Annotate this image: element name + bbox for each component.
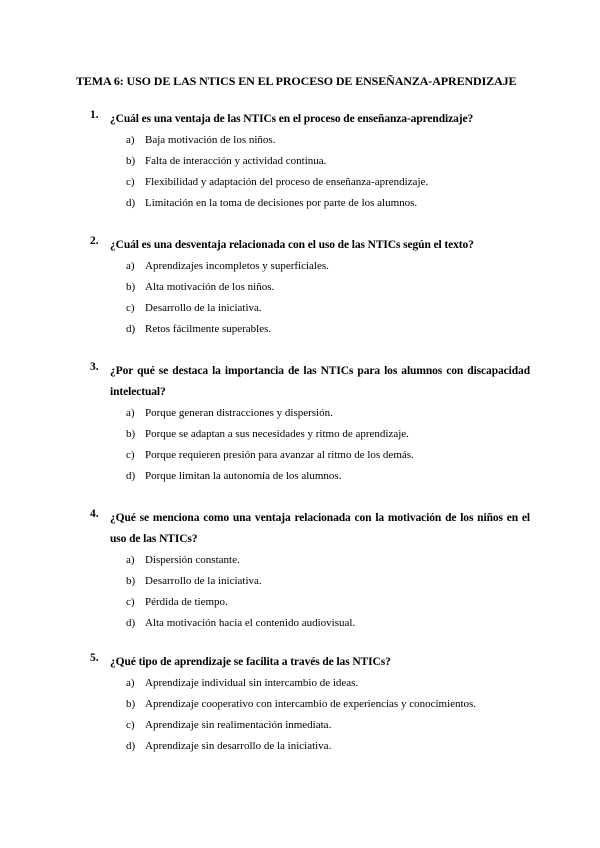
option-item (126, 424, 530, 445)
option-text: Limitación en la toma de decisiones por parte de los alumnos. (145, 197, 418, 209)
option-text: Porque generan distracciones y dispersión. (145, 407, 333, 419)
options-list (126, 130, 530, 214)
option-item (126, 445, 530, 466)
option-letter: c) (126, 449, 135, 461)
option-letter: d) (126, 617, 136, 629)
question-text: ¿Qué se menciona como una ventaja relacionada con la motivación de los niños en el uso de las NTICs? (110, 512, 530, 545)
option-letter: b) (126, 281, 136, 293)
option-text: Falta de interacción y actividad continua. (145, 155, 327, 167)
option-item (126, 613, 530, 634)
option-letter: a) (126, 554, 135, 566)
options-list (126, 673, 530, 757)
option-letter: c) (126, 176, 135, 188)
option-letter: b) (126, 698, 136, 710)
question-1 (90, 109, 530, 214)
option-letter: a) (126, 407, 135, 419)
option-letter: a) (126, 134, 135, 146)
question-3 (90, 361, 530, 487)
option-item (126, 256, 530, 277)
option-text: Porque se adaptan a sus necesidades y ritmo de aprendizaje. (145, 428, 409, 440)
option-text: Desarrollo de la iniciativa. (145, 575, 262, 587)
question-number: 5. (90, 652, 99, 664)
options-list (126, 550, 530, 634)
option-text: Porque limitan la autonomía de los alumnos. (145, 470, 342, 482)
option-letter: d) (126, 740, 136, 752)
option-item (126, 715, 530, 736)
option-text: Dispersión constante. (145, 554, 240, 566)
option-text: Baja motivación de los niños. (145, 134, 276, 146)
option-item (126, 571, 530, 592)
page-title: TEMA 6: USO DE LAS NTICS EN EL PROCESO DE ENSEÑANZA-APRENDIZAJE (76, 74, 517, 88)
question-text: ¿Por qué se destaca la importancia de las NTICs para los alumnos con discapacidad intelectual? (110, 365, 530, 398)
option-text: Aprendizaje sin realimentación inmediata. (145, 719, 332, 731)
option-text: Alta motivación de los niños. (145, 281, 275, 293)
option-item (126, 193, 530, 214)
question-text: ¿Qué tipo de aprendizaje se facilita a través de las NTICs? (110, 656, 391, 668)
option-item (126, 277, 530, 298)
option-item (126, 151, 530, 172)
option-text: Pérdida de tiempo. (145, 596, 228, 608)
option-item (126, 403, 530, 424)
option-item (126, 550, 530, 571)
options-list (126, 256, 530, 340)
question-number: 2. (90, 235, 99, 247)
options-list (126, 403, 530, 487)
option-text: Retos fácilmente superables. (145, 323, 272, 335)
option-letter: d) (126, 323, 136, 335)
question-text: ¿Cuál es una desventaja relacionada con el uso de las NTICs según el texto? (110, 239, 474, 251)
option-letter: a) (126, 677, 135, 689)
question-4 (90, 508, 530, 634)
option-letter: d) (126, 197, 136, 209)
question-number: 4. (90, 508, 99, 520)
option-text: Flexibilidad y adaptación del proceso de enseñanza-aprendizaje. (145, 176, 429, 188)
option-item (126, 673, 530, 694)
option-letter: c) (126, 719, 135, 731)
option-text: Alta motivación hacia el contenido audiovisual. (145, 617, 356, 629)
question-number: 1. (90, 109, 99, 121)
option-text: Aprendizaje sin desarrollo de la iniciativa. (145, 740, 332, 752)
option-letter: d) (126, 470, 136, 482)
question-text: ¿Cuál es una ventaja de las NTICs en el proceso de enseñanza-aprendizaje? (110, 113, 474, 125)
option-letter: b) (126, 428, 136, 440)
option-letter: b) (126, 575, 136, 587)
question-5 (90, 652, 530, 757)
option-item (126, 298, 530, 319)
option-text: Desarrollo de la iniciativa. (145, 302, 262, 314)
option-item (126, 466, 530, 487)
option-text: Aprendizajes incompletos y superficiales. (145, 260, 329, 272)
option-letter: a) (126, 260, 135, 272)
question-2 (90, 235, 530, 340)
option-item (126, 172, 530, 193)
option-item (126, 130, 530, 151)
option-item (126, 736, 530, 757)
option-item (126, 592, 530, 613)
option-text: Porque requieren presión para avanzar al ritmo de los demás. (145, 449, 414, 461)
option-item (126, 319, 530, 340)
option-letter: c) (126, 596, 135, 608)
option-letter: b) (126, 155, 136, 167)
question-number: 3. (90, 361, 99, 373)
option-text: Aprendizaje cooperativo con intercambio de experiencias y conocimientos. (145, 698, 477, 710)
option-text: Aprendizaje individual sin intercambio de ideas. (145, 677, 359, 689)
option-letter: c) (126, 302, 135, 314)
option-item (126, 694, 530, 715)
